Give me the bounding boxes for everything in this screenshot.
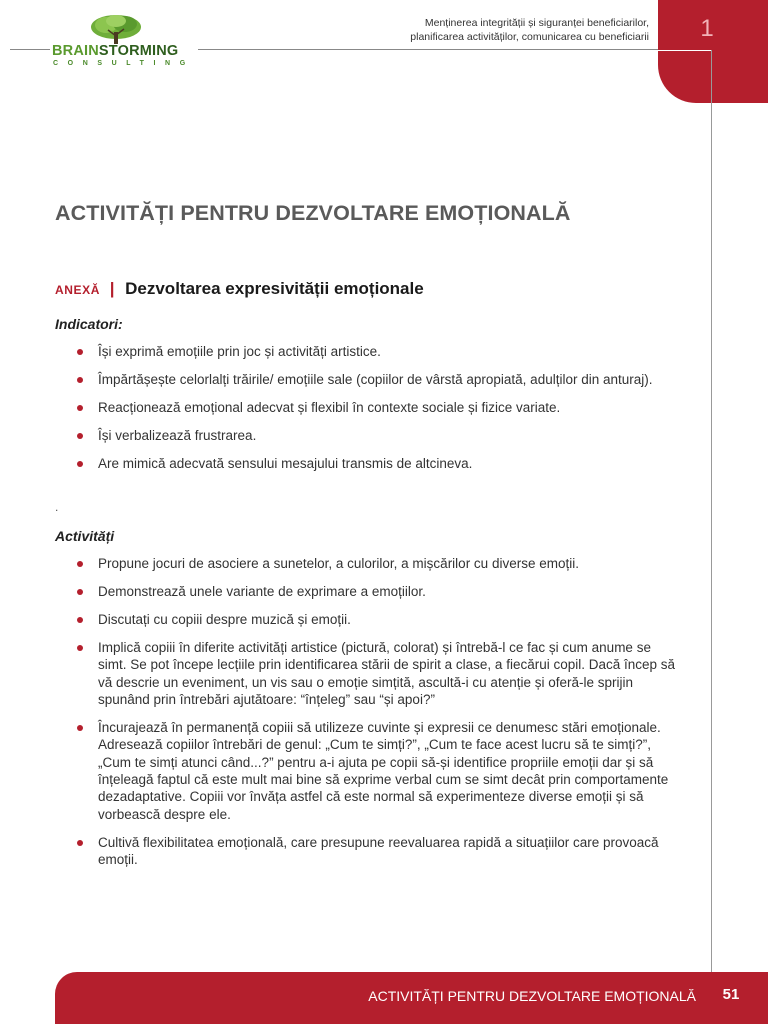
list-item: Își verbalizează frustrarea. [55,427,680,444]
running-header-line-2: planificarea activităților, comunicarea cu beneficiarii [410,31,649,43]
bullet-icon [77,725,83,731]
list-item: Demonstrează unele variante de exprimare a emoțiilor. [55,583,680,600]
indicators-list [55,343,680,483]
running-header-line-1: Menținerea integrității și siguranței beneficiarilor, [424,17,649,29]
annex-title: Dezvoltarea expresivității emoționale [125,279,424,298]
activities-list [55,555,680,879]
list-item: Cultivă flexibilitatea emoțională, care presupune reevaluarea rapidă a situațiilor care provoacă emoții. [55,834,680,869]
footer-title: ACTIVITĂȚI PENTRU DEZVOLTARE EMOȚIONALĂ [368,988,696,1004]
list-item: Implică copiii în diferite activități artistice (pictură, colorat) și întrebă-l ce fac și cum anume se simt. Se pot începe lecțiile prin identificarea stării de spirit a clase, a fiecărui copil. Dacă încep să vă descrie un eveniment, un vis sau o emoție simțită, ascultă-i cu atenție și oferă-le sprijin spunând prin întrebări ajutătoare: “înțeleg” sau “și apoi?” [55,639,680,709]
tree-icon [88,14,144,46]
activities-label: Activități [55,528,115,544]
indicators-label: Indicatori: [55,316,123,332]
chapter-tab-rule [658,50,712,51]
annex-separator: | [109,279,115,298]
margin-rule [711,50,712,1024]
list-item: Are mimică adecvată sensului mesajului transmis de altcineva. [55,455,680,472]
bullet-icon [77,349,83,355]
bullet-icon [77,461,83,467]
list-item: Propune jocuri de asociere a sunetelor, a culorilor, a mișcărilor cu diverse emoții. [55,555,680,572]
chapter-number: 1 [700,15,714,42]
logo-subword: CONSULTING [53,60,195,67]
stray-mark: . [55,500,59,514]
brainstorming-logo [50,14,195,68]
list-item: Își exprimă emoțiile prin joc și activități artistice. [55,343,680,360]
running-header [410,16,649,44]
list-item: Reacționează emoțional adecvat și flexibil în contexte sociale și fizice variate. [55,399,680,416]
annex-heading [55,276,424,301]
bullet-icon [77,617,83,623]
list-item: Împărtășește celorlalți trăirile/ emoțiile sale (copiilor de vârstă apropiată, adulților din anturaj). [55,371,680,388]
bullet-icon [77,405,83,411]
bullet-icon [77,561,83,567]
bullet-icon [77,433,83,439]
bullet-icon [77,377,83,383]
bullet-icon [77,645,83,651]
logo-wordmark: BRAINSTORMING [52,43,179,59]
header-rule-left [10,49,50,50]
annex-label: ANEXĂ [55,283,101,297]
page-title: ACTIVITĂȚI PENTRU DEZVOLTARE EMOȚIONALĂ [55,201,571,225]
bullet-icon [77,840,83,846]
bullet-icon [77,589,83,595]
list-item: Încurajează în permanență copiii să utilizeze cuvinte și expresii ce denumesc stări emoționale. Adresează copiilor întrebări de genul: „Cum te simți?”, „Cum te face acest lucru să te simți?”, „Cum te simți atunci când...?” pentru a-i ajuta pe copii să-și identifice propriile emoții dar și să înțeleagă faptul că este mult mai bine să exprime verbal cum se simt decât prin comportamente dezadaptative. Copiii vor învăța astfel că este normal să experimenteze diverse emoții și să vorbească despre ele. [55,719,680,823]
list-item: Discutați cu copiii despre muzică și emoții. [55,611,680,628]
header-rule [198,49,658,50]
page-number: 51 [722,986,740,1003]
